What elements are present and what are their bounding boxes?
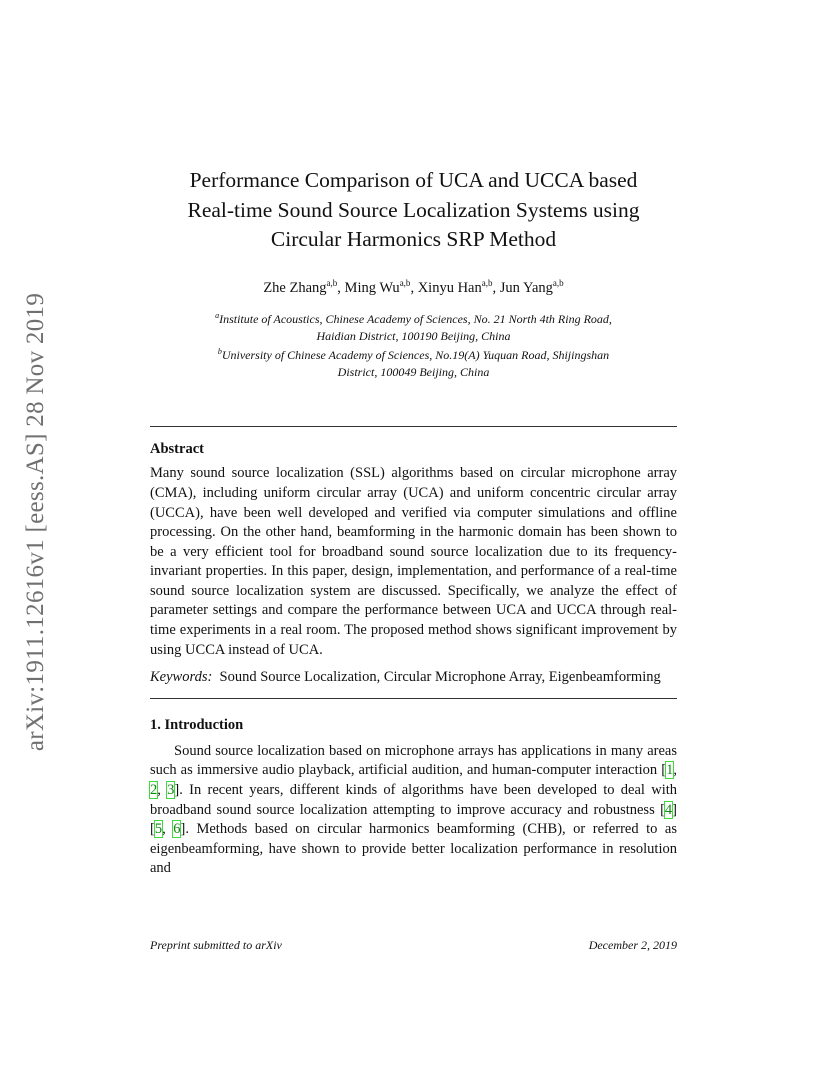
divider (150, 698, 677, 699)
author-affil-mark: a,b (326, 277, 338, 288)
affiliation-b (150, 344, 677, 364)
intro-text: Sound source localization based on microphone arrays has applications in many areas such as immersive audio playback, artificial audition, and human-computer interaction (150, 742, 677, 779)
title-line: Performance Comparison of UCA and UCCA based (189, 168, 638, 192)
paper-title (150, 166, 677, 255)
author-affil-mark: a,b (399, 277, 411, 288)
author-name: Zhe Zhang (263, 279, 327, 296)
page-footer (150, 938, 677, 953)
title-line: Real-time Sound Source Localization Systems using (187, 197, 640, 222)
affil-line: University of Chinese Academy of Sciences, No.19(A) Yuquan Road, Shijingshan (221, 348, 610, 363)
section-heading-introduction: 1. Introduction (150, 716, 244, 733)
affiliation-a (150, 308, 677, 328)
citation-link[interactable]: 4 (664, 801, 673, 818)
title-line: Circular Harmonics SRP Method (270, 227, 557, 251)
abstract-text: Many sound source localization (SSL) algorithms based on circular microphone array (CMA), including uniform circular array (UCA) and uniform concentric circular array (UCCA), have been well developed and verified via computer simulations and offline processing. On the other hand, beamforming in the harmonic domain has been shown to be a very efficient tool for broadband sound source localization due to its frequency-invariant properties. In this paper, design, implementation, and performance of a real-time sound source localization system are discussed. Specifically, we analyze the effect of parameter settings and compare the performance between UCA and UCCA through real-time experiments in a real room. The proposed method shows significant improvement by using UCCA instead of UCA. (150, 465, 677, 658)
affil-line: District, 100049 Beijing, China (337, 364, 490, 379)
keywords-label: Keywords: (150, 669, 213, 686)
footer-left: Preprint submitted to arXiv (150, 938, 282, 952)
paper-page (150, 166, 677, 879)
divider (150, 426, 677, 427)
affil-mark: b (217, 347, 222, 357)
citation-link[interactable]: 2 (150, 782, 158, 799)
affil-line: Haidian District, 100190 Beijing, China (316, 328, 511, 343)
citation-link[interactable]: 6 (173, 821, 181, 838)
affil-mark: a (215, 311, 220, 321)
author-name: Jun Yang (499, 279, 553, 296)
keywords (150, 668, 677, 688)
affil-line: Institute of Acoustics, Chinese Academy of Sciences, No. 21 North 4th Ring Road, (219, 312, 612, 327)
author-name: Xinyu Han (417, 279, 482, 296)
author-list: Zhe Zhang$^{a,b}$, Ming Wu$^{a,b}$, Xinyu Han$^{a,b}$, Jun Yang$^{a,b}$ (263, 277, 564, 296)
arxiv-stamp: arXiv:1911.12616v1 [eess.AS] 28 Nov 2019 (22, 292, 49, 752)
abstract-heading: Abstract (150, 441, 204, 458)
author-affil-mark: a,b (552, 277, 564, 288)
intro-text: . In recent years, different kinds of algorithms have been developed to deal with broadband sound source localization attempting to improve accuracy and robustness (150, 782, 678, 818)
keywords-text: Sound Source Localization, Circular Microphone Array, Eigenbeamforming (219, 669, 661, 686)
citation-link[interactable]: 1 (666, 762, 674, 779)
citation-link[interactable]: 5 (154, 821, 163, 838)
intro-text: . Methods based on circular harmonics beamforming (CHB), or referred to as eigenbeamforming, have shown to provide better localization performance in resolution and (150, 821, 677, 877)
citation-link[interactable]: 3 (167, 782, 175, 799)
author-name: Ming Wu (344, 279, 400, 296)
affiliations (150, 308, 677, 380)
introduction-paragraph: Sound source localization based on microphone arrays has applications in many areas such as immersive audio playback, artificial audition, and human-computer interaction [1, 2, 3]. In recent years, different kinds of algorithms have been developed to deal with broadband sound source localization attempting to improve accuracy and robustness [4] [5, 6]. Methods based on circular harmonics beamforming (CHB), or referred to as eigenbeamforming, have shown to provide better localization performance in resolution and (150, 742, 678, 877)
author-affil-mark: a,b (481, 277, 493, 288)
footer-date: December 2, 2019 (588, 938, 677, 952)
